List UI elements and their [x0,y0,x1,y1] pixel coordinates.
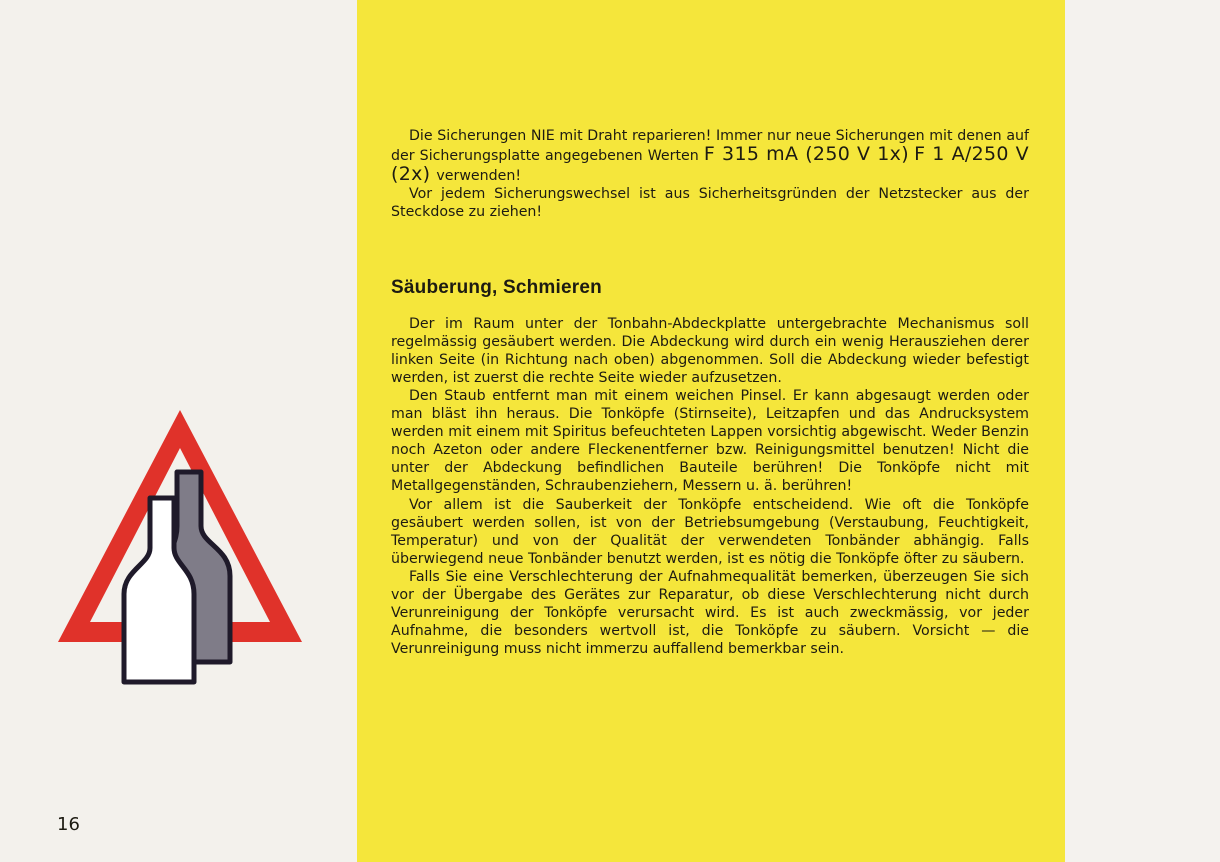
warning-illustration [56,408,304,688]
fuse-instructions [391,127,1029,185]
paragraph-quality: Falls Sie eine Verschlechterung der Aufnahmequalität bemerken, überzeugen Sie sich vor der Übergabe des Gerätes zur Reparatur, ob diese Verschlechterung nicht durch Verunreinigung der Tonköpfe verursacht wird. Es ist auch zweckmässig, vor jeder Aufnahme, die besonders wertvoll ist, die Tonköpfe zu säubern. Vorsicht — die Verunreinigung muss nicht immerzu auffallend bemerkbar sein. [391,568,1029,658]
paragraph-heads: Vor allem ist die Sauberkeit der Tonköpfe entscheidend. Wie oft die Tonköpfe gesäubert werden sollen, ist von der Betriebsumgebung (Verstaubung, Feuchtigkeit, Temperatur) und von der Qualität der verwendeten Tonbänder abhängig. Falls überwiegend neue Tonbänder benutzt werden, ist es nötig die Tonköpfe öfter zu säubern. [391,496,1029,567]
page-content [391,127,1029,658]
fuse-warning: Vor jedem Sicherungswechsel ist aus Sicherheitsgründen der Netzstecker aus der Steckdose zu ziehen! [391,186,1029,221]
warning-triangle-bottles-icon [56,408,304,688]
use-word: verwenden! [436,168,522,185]
fuse-value-2: F 1 A/250 V (2x) [391,143,1029,186]
paragraph-dust: Den Staub entfernt man mit einem weichen Pinsel. Er kann abgesaugt werden oder man bläst ihn heraus. Die Tonköpfe (Stirnseite), Leitzapfen und das Andrucksystem werden mit einem mit Spiritus befeuchteten Lappen vorsichtig abgewischt. Weder Benzin noch Azeton oder andere Fleckenentferner bzw. Reinigungsmittel benutzen! Nicht die unter der Abdeckung befindlichen Bauteile berühren! Die Tonköpfe nicht mit Metallgegenständen, Schraubenziehern, Messern u. ä. berühren! [391,387,1029,495]
paragraph-cover: Der im Raum unter der Tonbahn-Abdeckplatte untergebrachte Mechanismus soll regelmässig gesäubert werden. Die Abdeckung wird durch ein wenig Herausziehen derer linken Seite (in Richtung nach oben) abgenommen. Soll die Abdeckung wieder befestigt werden, ist zuerst die rechte Seite wieder aufzusetzen. [391,315,1029,386]
section-heading: Säuberung, Schmieren [391,277,602,299]
fuse-value-1: F 315 mA (250 V 1x) [703,143,909,166]
right-margin [1065,0,1220,862]
fuse-instruction-text: Die Sicherungen NIE mit Draht reparieren! Immer nur neue Sicherungen mit denen auf der Sicherungsplatte angegebenen Werten [391,128,1029,165]
page-number: 16 [57,814,80,835]
